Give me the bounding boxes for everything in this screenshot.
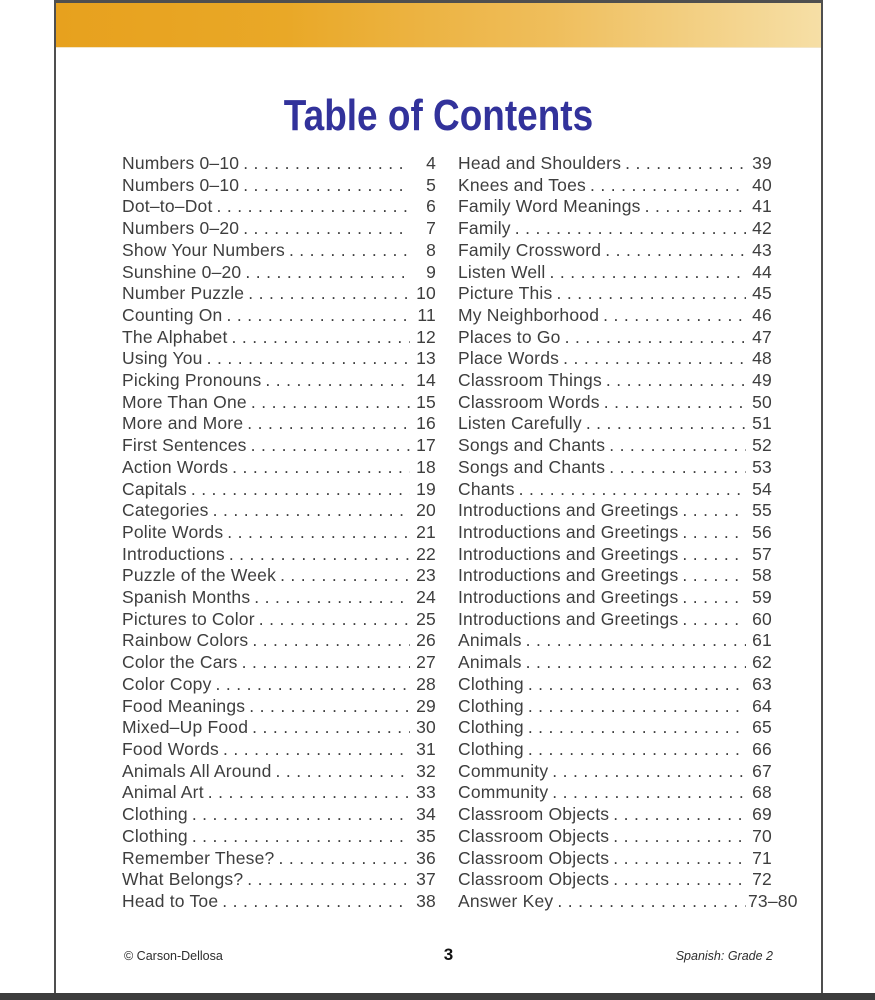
page-footer bbox=[56, 945, 821, 965]
toc-entry bbox=[458, 327, 772, 349]
copyright-notice: © Carson-Dellosa bbox=[124, 949, 223, 963]
toc-entry-page: 39 bbox=[752, 153, 772, 173]
toc-entry-label: Introductions and Greetings bbox=[458, 608, 679, 629]
dot-leader bbox=[245, 696, 410, 718]
toc-entry bbox=[458, 348, 772, 370]
toc-entry-label: More Than One bbox=[122, 391, 247, 412]
toc-entry-label: Pictures to Color bbox=[122, 608, 255, 629]
toc-entry bbox=[122, 761, 436, 783]
dot-leader bbox=[602, 370, 746, 392]
toc-entry bbox=[122, 435, 436, 457]
book-title: Spanish: Grade 2 bbox=[675, 949, 773, 963]
toc-entry-page: 37 bbox=[416, 869, 436, 890]
dot-leader bbox=[261, 370, 410, 392]
dot-leader bbox=[524, 717, 746, 739]
dot-leader bbox=[213, 196, 410, 218]
toc-entry-page: 66 bbox=[752, 738, 772, 759]
toc-entry-label: What Belongs? bbox=[122, 869, 244, 890]
toc-entry-label: Classroom Words bbox=[458, 391, 600, 412]
toc-entry bbox=[122, 196, 436, 218]
dot-leader bbox=[678, 500, 746, 522]
toc-entry-label: Introductions and Greetings bbox=[458, 500, 679, 521]
toc-entry bbox=[458, 175, 772, 197]
toc-entry bbox=[122, 826, 436, 848]
toc-entry bbox=[458, 240, 772, 262]
toc-entry-page: 22 bbox=[416, 543, 436, 564]
toc-entry-page: 72 bbox=[752, 869, 772, 890]
toc-entry-page: 54 bbox=[752, 478, 772, 499]
toc-entry-label: Number Puzzle bbox=[122, 283, 245, 304]
toc-entry bbox=[122, 544, 436, 566]
toc-entry-label: Songs and Chants bbox=[458, 456, 606, 477]
toc-entry-label: Introductions and Greetings bbox=[458, 521, 679, 542]
toc-entry-page: 62 bbox=[752, 652, 772, 673]
toc-entry-label: Classroom Objects bbox=[458, 847, 610, 868]
toc-entry-label: Dot–to–Dot bbox=[122, 196, 213, 217]
dot-leader bbox=[548, 782, 746, 804]
toc-entry-label: Family Word Meanings bbox=[458, 196, 641, 217]
toc-entry-page: 60 bbox=[752, 608, 772, 629]
toc-entry-label: The Alphabet bbox=[122, 326, 228, 347]
toc-entry-page: 18 bbox=[416, 456, 436, 477]
toc-entry-page: 40 bbox=[752, 174, 772, 195]
toc-entry-page: 64 bbox=[752, 695, 772, 716]
dot-leader bbox=[247, 392, 410, 414]
toc-entry bbox=[122, 587, 436, 609]
page-number: 3 bbox=[443, 945, 454, 964]
toc-entry-page: 69 bbox=[752, 804, 772, 825]
toc-entry-label: Spanish Months bbox=[122, 587, 251, 608]
toc-entry bbox=[458, 262, 772, 284]
toc-entry-label: Community bbox=[458, 760, 549, 781]
toc-entry-label: Clothing bbox=[122, 825, 188, 846]
toc-entry-page: 65 bbox=[752, 717, 772, 738]
dot-leader bbox=[243, 869, 410, 891]
toc-entry-page: 50 bbox=[752, 391, 772, 412]
workbook-page bbox=[54, 0, 823, 996]
dot-leader bbox=[203, 348, 410, 370]
toc-entry-page: 51 bbox=[752, 413, 772, 434]
toc-entry bbox=[458, 565, 772, 587]
toc-entry bbox=[122, 652, 436, 674]
dot-leader bbox=[285, 240, 410, 262]
toc-entry bbox=[458, 435, 772, 457]
toc-entry-page: 58 bbox=[752, 565, 772, 586]
toc-entry bbox=[458, 457, 772, 479]
toc-entry-page: 15 bbox=[416, 391, 436, 412]
toc-entry-label: Polite Words bbox=[122, 521, 224, 542]
table-of-contents bbox=[122, 153, 798, 913]
dot-leader bbox=[225, 544, 410, 566]
toc-entry bbox=[122, 370, 436, 392]
toc-entry bbox=[122, 262, 436, 284]
toc-entry bbox=[122, 869, 436, 891]
toc-entry bbox=[458, 479, 772, 501]
toc-entry-page: 24 bbox=[416, 587, 436, 608]
toc-entry bbox=[122, 674, 436, 696]
toc-entry-label: Classroom Things bbox=[458, 370, 602, 391]
toc-entry bbox=[122, 218, 436, 240]
toc-entry-page: 9 bbox=[426, 261, 436, 282]
dot-leader bbox=[605, 457, 746, 479]
toc-entry-page: 38 bbox=[416, 890, 436, 911]
toc-entry bbox=[122, 327, 436, 349]
dot-leader bbox=[605, 435, 746, 457]
dot-leader bbox=[247, 435, 410, 457]
toc-entry-page: 16 bbox=[416, 413, 436, 434]
toc-entry bbox=[458, 283, 772, 305]
toc-entry bbox=[122, 782, 436, 804]
toc-entry-page: 21 bbox=[416, 521, 436, 542]
dot-leader bbox=[243, 413, 410, 435]
toc-entry-label: Head to Toe bbox=[122, 890, 219, 911]
toc-entry bbox=[458, 153, 772, 175]
dot-leader bbox=[609, 826, 746, 848]
toc-entry-label: Mixed–Up Food bbox=[122, 717, 249, 738]
toc-entry-page: 6 bbox=[426, 196, 436, 217]
dot-leader bbox=[228, 327, 410, 349]
dot-leader bbox=[641, 196, 746, 218]
toc-entry bbox=[122, 348, 436, 370]
toc-entry-label: Animals All Around bbox=[122, 760, 272, 781]
toc-column-left bbox=[122, 153, 436, 913]
toc-entry bbox=[458, 609, 772, 631]
toc-entry-label: Puzzle of the Week bbox=[122, 565, 277, 586]
dot-leader bbox=[244, 283, 410, 305]
toc-entry-label: Head and Shoulders bbox=[458, 153, 622, 173]
dot-leader bbox=[515, 479, 746, 501]
toc-entry bbox=[458, 544, 772, 566]
toc-entry-label: Animals bbox=[458, 630, 522, 651]
dot-leader bbox=[559, 348, 746, 370]
toc-entry-page: 55 bbox=[752, 500, 772, 521]
toc-entry-page: 19 bbox=[416, 478, 436, 499]
toc-entry bbox=[458, 848, 772, 870]
toc-entry bbox=[458, 413, 772, 435]
toc-entry-label: Capitals bbox=[122, 478, 187, 499]
dot-leader bbox=[599, 305, 746, 327]
toc-entry bbox=[122, 305, 436, 327]
toc-entry-page: 14 bbox=[416, 370, 436, 391]
toc-entry-label: First Sentences bbox=[122, 435, 247, 456]
dot-leader bbox=[553, 891, 746, 913]
toc-entry-label: Classroom Objects bbox=[458, 825, 610, 846]
toc-entry-label: Chants bbox=[458, 478, 515, 499]
toc-entry bbox=[458, 630, 772, 652]
toc-entry-page: 10 bbox=[416, 283, 436, 304]
toc-entry bbox=[458, 305, 772, 327]
toc-entry-page: 32 bbox=[416, 760, 436, 781]
dot-leader bbox=[678, 565, 746, 587]
toc-entry-page: 23 bbox=[416, 565, 436, 586]
toc-entry bbox=[122, 848, 436, 870]
toc-entry-label: More and More bbox=[122, 413, 244, 434]
dot-leader bbox=[524, 696, 746, 718]
toc-entry-label: Clothing bbox=[458, 695, 524, 716]
toc-entry bbox=[122, 153, 436, 175]
toc-entry bbox=[122, 413, 436, 435]
toc-entry-page: 53 bbox=[752, 456, 772, 477]
toc-entry-label: Picking Pronouns bbox=[122, 370, 262, 391]
toc-entry bbox=[458, 782, 772, 804]
toc-entry-page: 44 bbox=[752, 261, 772, 282]
toc-entry bbox=[122, 609, 436, 631]
toc-entry-label: Classroom Objects bbox=[458, 869, 610, 890]
toc-entry-label: Introductions and Greetings bbox=[458, 543, 679, 564]
dot-leader bbox=[238, 652, 410, 674]
toc-entry-page: 26 bbox=[416, 630, 436, 651]
dot-leader bbox=[601, 240, 746, 262]
toc-entry-label: Numbers 0–10 bbox=[122, 174, 240, 195]
toc-entry-label: Using You bbox=[122, 348, 203, 369]
toc-entry-label: Knees and Toes bbox=[458, 174, 586, 195]
dot-leader bbox=[248, 717, 410, 739]
toc-entry bbox=[122, 283, 436, 305]
toc-entry-label: Rainbow Colors bbox=[122, 630, 249, 651]
toc-entry bbox=[122, 392, 436, 414]
toc-entry-page: 68 bbox=[752, 782, 772, 803]
toc-entry-page: 56 bbox=[752, 521, 772, 542]
toc-entry-page: 34 bbox=[416, 804, 436, 825]
toc-entry bbox=[122, 804, 436, 826]
toc-entry-label: Classroom Objects bbox=[458, 804, 610, 825]
toc-entry-label: Clothing bbox=[458, 673, 524, 694]
toc-entry-page: 49 bbox=[752, 370, 772, 391]
toc-entry bbox=[122, 717, 436, 739]
toc-entry-page: 63 bbox=[752, 673, 772, 694]
toc-entry bbox=[458, 717, 772, 739]
page-bottom-edge bbox=[0, 993, 875, 1000]
toc-entry-label: Introductions and Greetings bbox=[458, 565, 679, 586]
dot-leader bbox=[524, 674, 746, 696]
toc-entry-label: My Neighborhood bbox=[458, 304, 600, 325]
toc-entry bbox=[122, 175, 436, 197]
toc-entry-page: 42 bbox=[752, 218, 772, 239]
toc-entry-page: 17 bbox=[416, 435, 436, 456]
toc-entry bbox=[458, 218, 772, 240]
toc-entry bbox=[458, 370, 772, 392]
toc-entry-label: Places to Go bbox=[458, 326, 561, 347]
dot-leader bbox=[187, 479, 410, 501]
dot-leader bbox=[678, 522, 746, 544]
toc-entry-label: Remember These? bbox=[122, 847, 275, 868]
toc-entry-label: Food Words bbox=[122, 738, 219, 759]
toc-entry-page: 30 bbox=[416, 717, 436, 738]
dot-leader bbox=[678, 609, 746, 631]
toc-entry-page: 43 bbox=[752, 239, 772, 260]
toc-entry-page: 71 bbox=[752, 847, 772, 868]
dot-leader bbox=[274, 848, 410, 870]
toc-entry-label: Action Words bbox=[122, 456, 229, 477]
toc-entry-label: Introductions and Greetings bbox=[458, 587, 679, 608]
toc-entry bbox=[458, 826, 772, 848]
toc-entry-label: Counting On bbox=[122, 304, 223, 325]
dot-leader bbox=[239, 218, 410, 240]
dot-leader bbox=[272, 761, 410, 783]
toc-entry-page: 5 bbox=[426, 174, 436, 195]
dot-leader bbox=[600, 392, 746, 414]
toc-entry-label: Sunshine 0–20 bbox=[122, 261, 242, 282]
toc-entry bbox=[458, 392, 772, 414]
toc-entry-label: Clothing bbox=[458, 738, 524, 759]
toc-entry-page: 45 bbox=[752, 283, 772, 304]
toc-entry bbox=[458, 500, 772, 522]
toc-entry-page: 52 bbox=[752, 435, 772, 456]
dot-leader bbox=[250, 587, 410, 609]
toc-entry-label: Picture This bbox=[458, 283, 553, 304]
toc-entry-label: Color Copy bbox=[122, 673, 212, 694]
toc-entry bbox=[122, 457, 436, 479]
dot-leader bbox=[209, 500, 410, 522]
toc-entry bbox=[458, 869, 772, 891]
dot-leader bbox=[239, 175, 410, 197]
toc-entry bbox=[458, 652, 772, 674]
toc-entry-page: 67 bbox=[752, 760, 772, 781]
dot-leader bbox=[241, 262, 410, 284]
dot-leader bbox=[522, 630, 746, 652]
toc-entry bbox=[458, 196, 772, 218]
toc-entry-label: Clothing bbox=[122, 804, 188, 825]
toc-entry-page: 70 bbox=[752, 825, 772, 846]
toc-entry bbox=[458, 674, 772, 696]
toc-entry-page: 8 bbox=[426, 239, 436, 260]
toc-entry-label: Show Your Numbers bbox=[122, 239, 285, 260]
toc-entry bbox=[122, 500, 436, 522]
toc-entry-page: 4 bbox=[426, 153, 436, 173]
toc-entry-label: Family Crossword bbox=[458, 239, 602, 260]
toc-entry-page: 12 bbox=[416, 326, 436, 347]
dot-leader bbox=[219, 739, 410, 761]
toc-entry-page: 29 bbox=[416, 695, 436, 716]
dot-leader bbox=[255, 609, 410, 631]
toc-entry-page: 59 bbox=[752, 587, 772, 608]
toc-entry bbox=[122, 479, 436, 501]
dot-leader bbox=[552, 283, 746, 305]
dot-leader bbox=[511, 218, 746, 240]
toc-entry bbox=[122, 696, 436, 718]
toc-entry bbox=[122, 565, 436, 587]
toc-entry-label: Clothing bbox=[458, 717, 524, 738]
dot-leader bbox=[188, 826, 410, 848]
toc-entry-page: 33 bbox=[416, 782, 436, 803]
toc-entry bbox=[458, 696, 772, 718]
toc-entry-page: 61 bbox=[752, 630, 772, 651]
dot-leader bbox=[609, 848, 746, 870]
dot-leader bbox=[621, 153, 746, 175]
dot-leader bbox=[524, 739, 746, 761]
dot-leader bbox=[188, 804, 410, 826]
toc-entry-label: Listen Carefully bbox=[458, 413, 582, 434]
toc-entry-page: 31 bbox=[416, 738, 436, 759]
toc-entry bbox=[122, 522, 436, 544]
toc-entry-label: Numbers 0–20 bbox=[122, 218, 240, 239]
toc-entry-label: Introductions bbox=[122, 543, 225, 564]
toc-entry-label: Listen Well bbox=[458, 261, 546, 282]
toc-entry bbox=[458, 522, 772, 544]
toc-entry-label: Animal Art bbox=[122, 782, 204, 803]
toc-entry-page: 47 bbox=[752, 326, 772, 347]
toc-entry-page: 46 bbox=[752, 304, 772, 325]
toc-entry bbox=[458, 890, 798, 913]
toc-entry-label: Food Meanings bbox=[122, 695, 246, 716]
dot-leader bbox=[522, 652, 746, 674]
toc-entry bbox=[458, 739, 772, 761]
toc-column-right bbox=[458, 153, 798, 913]
dot-leader bbox=[223, 522, 410, 544]
toc-entry-page: 36 bbox=[416, 847, 436, 868]
toc-entry bbox=[458, 587, 772, 609]
dot-leader bbox=[678, 587, 746, 609]
dot-leader bbox=[561, 327, 746, 349]
toc-entry-page: 35 bbox=[416, 825, 436, 846]
toc-entry-page: 13 bbox=[416, 348, 436, 369]
dot-leader bbox=[276, 565, 410, 587]
dot-leader bbox=[678, 544, 746, 566]
toc-entry bbox=[122, 739, 436, 761]
toc-entry-label: Community bbox=[458, 782, 549, 803]
header-gradient-bar bbox=[56, 3, 821, 48]
toc-entry bbox=[458, 761, 772, 783]
dot-leader bbox=[212, 674, 410, 696]
toc-entry-page: 27 bbox=[416, 652, 436, 673]
toc-entry-label: Songs and Chants bbox=[458, 435, 606, 456]
dot-leader bbox=[248, 630, 410, 652]
toc-entry bbox=[122, 630, 436, 652]
toc-entry-page: 41 bbox=[752, 196, 772, 217]
toc-entry-label: Numbers 0–10 bbox=[122, 153, 240, 173]
dot-leader bbox=[239, 153, 410, 175]
toc-entry-page: 20 bbox=[416, 500, 436, 521]
toc-entry-page: 7 bbox=[426, 218, 436, 239]
toc-entry-page: 48 bbox=[752, 348, 772, 369]
dot-leader bbox=[222, 305, 410, 327]
dot-leader bbox=[586, 175, 746, 197]
dot-leader bbox=[228, 457, 410, 479]
dot-leader bbox=[609, 804, 746, 826]
toc-entry-page: 25 bbox=[416, 608, 436, 629]
dot-leader bbox=[218, 891, 410, 913]
toc-entry-page: 73–80 bbox=[748, 890, 798, 911]
toc-entry-page: 28 bbox=[416, 673, 436, 694]
toc-entry-label: Answer Key bbox=[458, 890, 554, 911]
page-title: Table of Contents bbox=[283, 91, 594, 140]
toc-entry-page: 11 bbox=[417, 304, 436, 325]
dot-leader bbox=[204, 782, 410, 804]
toc-entry bbox=[458, 804, 772, 826]
toc-entry-label: Family bbox=[458, 218, 511, 239]
toc-entry-label: Animals bbox=[458, 652, 522, 673]
toc-entry bbox=[122, 891, 436, 913]
toc-entry-page: 57 bbox=[752, 543, 772, 564]
toc-entry-label: Categories bbox=[122, 500, 209, 521]
dot-leader bbox=[545, 262, 746, 284]
toc-entry bbox=[122, 240, 436, 262]
toc-entry-label: Color the Cars bbox=[122, 652, 238, 673]
dot-leader bbox=[582, 413, 746, 435]
dot-leader bbox=[609, 869, 746, 891]
toc-entry-label: Place Words bbox=[458, 348, 560, 369]
dot-leader bbox=[548, 761, 746, 783]
